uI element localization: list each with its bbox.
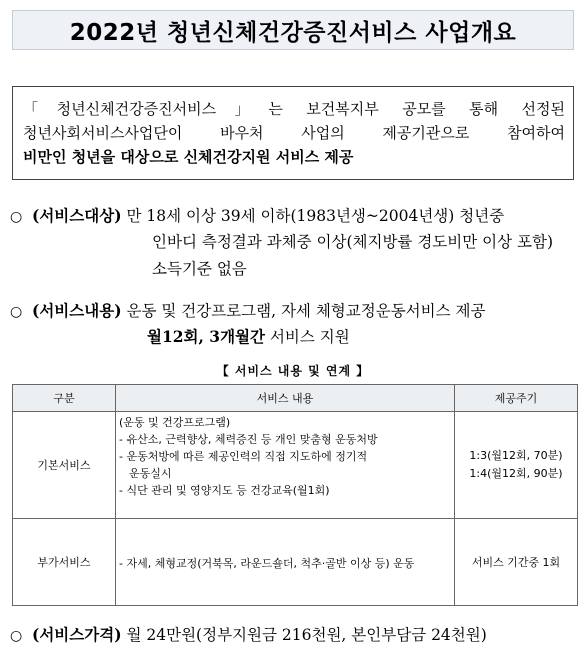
content-item: (운동 및 건강프로그램) <box>119 416 231 429</box>
summary-line-2: 청년사회서비스사업단이 바우처 사업의 제공기관으로 참여하여 <box>23 124 565 142</box>
content-item: - 식단 관리 및 영양지도 등 건강교육(월1회) <box>119 484 330 497</box>
header-cycle: 제공주기 <box>455 385 578 412</box>
target-line-3: 소득기준 없음 <box>152 260 247 278</box>
target-label: (서비스대상) <box>32 206 122 225</box>
service-table <box>12 384 578 606</box>
cycle-item: 1:3(월12회, 70분) <box>469 449 563 462</box>
content-item: - 유산소, 근력향상, 체력증진 등 개인 맞춤형 운동처방 <box>119 433 378 446</box>
row-category: 부가서비스 <box>13 519 116 606</box>
target-section <box>10 203 504 230</box>
content-item: - 운동처방에 따른 제공인력의 직접 지도하에 정기적 <box>119 450 368 463</box>
content-line-1: 운동 및 건강프로그램, 자세 체형교정운동서비스 제공 <box>126 302 486 320</box>
content-highlight: 월12회, 3개월간 <box>147 327 266 346</box>
row-content <box>116 412 455 519</box>
target-line-2: 인바디 측정결과 과체중 이상(체지방률 경도비만 이상 포함) <box>152 233 554 251</box>
price-label: (서비스가격) <box>32 625 122 644</box>
cycle-item: 서비스 기간중 1회 <box>471 556 561 569</box>
cycle-item: 1:4(월12회, 90분) <box>469 467 563 480</box>
page-title: 2022년 청년신체건강증진서비스 사업개요 <box>69 19 517 46</box>
summary-box <box>12 86 574 180</box>
content-line-2-rest: 서비스 지원 <box>265 328 350 346</box>
row-cycle <box>455 412 578 519</box>
table-row <box>13 412 578 519</box>
circle-bullet-icon: ○ <box>10 304 23 320</box>
target-line-1: 만 18세 이상 39세 이하(1983년생~2004년생) 청년중 <box>126 207 505 225</box>
price-text: 월 24만원(정부지원금 216천원, 본인부담금 24천원) <box>126 626 487 644</box>
row-content <box>116 519 455 606</box>
content-line-2 <box>147 324 350 350</box>
summary-line-1: 「청년신체건강증진서비스」는 보건복지부 공모를 통해 선정된 <box>23 100 565 118</box>
content-item: - 자세, 체형교정(거북목, 라운드숄더, 척추·골반 이상 등) 운동 <box>119 556 415 570</box>
table-caption: 【 서비스 내용 및 연계 】 <box>216 364 370 378</box>
price-section <box>10 622 487 649</box>
row-category: 기본서비스 <box>13 412 116 519</box>
summary-highlight: 비만인 청년을 대상으로 신체건강지원 서비스 제공 <box>23 148 354 166</box>
circle-bullet-icon: ○ <box>10 628 23 644</box>
row-cycle <box>455 519 578 606</box>
header-category: 구분 <box>13 385 116 412</box>
circle-bullet-icon: ○ <box>10 209 23 225</box>
summary-line-3 <box>23 145 565 169</box>
content-label: (서비스내용) <box>32 301 122 320</box>
content-item: 운동실시 <box>129 467 172 480</box>
header-content: 서비스 내용 <box>116 385 455 412</box>
table-header-row <box>13 385 578 412</box>
title-bar <box>12 10 574 50</box>
table-row <box>13 519 578 606</box>
content-section <box>10 298 485 325</box>
